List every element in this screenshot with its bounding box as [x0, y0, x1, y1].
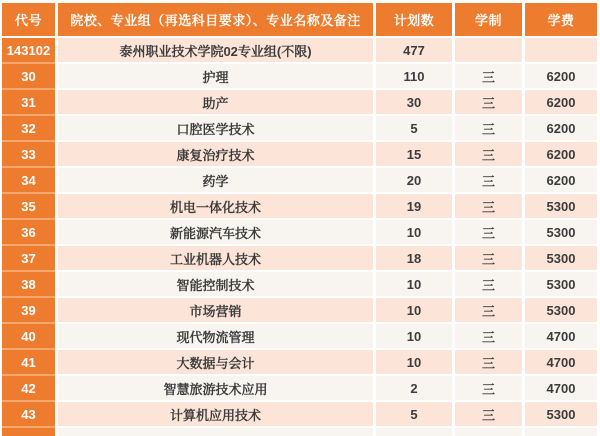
cell-duration: 三: [455, 220, 522, 244]
cell-tuition: 5300: [525, 272, 597, 296]
cell-duration: 三: [455, 142, 522, 166]
cell-tuition: 4700: [525, 350, 597, 374]
cell-tuition: 4700: [525, 376, 597, 400]
cell-tuition: 4700: [525, 324, 597, 348]
cell-plan-count: 18: [376, 246, 452, 270]
cell-plan-count: 5: [376, 116, 452, 140]
cell-major-name: 计算机应用技术: [58, 402, 373, 426]
cell-code: 31: [2, 90, 55, 114]
cell-duration: 三: [455, 246, 522, 270]
cell-duration: 三: [455, 298, 522, 322]
cell-major-name: 工业机器人技术: [58, 246, 373, 270]
cell-duration: 三: [455, 90, 522, 114]
cell-duration: 三: [455, 64, 522, 88]
cell-duration: 三: [455, 402, 522, 426]
cell-major-name: 口腔医学技术: [58, 116, 373, 140]
cell-plan-count: 2: [376, 376, 452, 400]
cell-major-name: 机电一体化技术: [58, 194, 373, 218]
cell-major-name: 智慧旅游技术应用: [58, 376, 373, 400]
header-major-group: 院校、专业组（再选科目要求）、专业名称及备注: [58, 3, 373, 36]
cell-tuition: 5300: [525, 298, 597, 322]
cell-code: 37: [2, 246, 55, 270]
plan-table: [2, 3, 597, 436]
cell-plan-count: 5: [376, 402, 452, 426]
cell-code: 39: [2, 298, 55, 322]
cell-major-name: 康复治疗技术: [58, 142, 373, 166]
partial-code-cell: [2, 428, 55, 436]
partial-tuition-cell: [525, 428, 597, 436]
cell-tuition: 6200: [525, 116, 597, 140]
cell-duration: 三: [455, 350, 522, 374]
header-code: 代号: [2, 3, 55, 36]
cell-plan-count: 15: [376, 142, 452, 166]
cell-code: 32: [2, 116, 55, 140]
cell-duration: 三: [455, 168, 522, 192]
cell-plan-count: 477: [376, 38, 452, 62]
cell-major-name: 新能源汽车技术: [58, 220, 373, 244]
cell-code: 34: [2, 168, 55, 192]
cell-major-name: 大数据与会计: [58, 350, 373, 374]
cell-major-name: 现代物流管理: [58, 324, 373, 348]
cell-code: 41: [2, 350, 55, 374]
cell-major-name: 药学: [58, 168, 373, 192]
partial-name-cell: [58, 428, 373, 436]
cell-tuition: 6200: [525, 142, 597, 166]
cell-plan-count: 10: [376, 220, 452, 244]
cell-major-name: 智能控制技术: [58, 272, 373, 296]
cell-duration: 三: [455, 194, 522, 218]
cell-tuition: 5300: [525, 402, 597, 426]
cell-plan-count: 20: [376, 168, 452, 192]
cell-code: 30: [2, 64, 55, 88]
cell-duration: [455, 38, 522, 62]
header-plan-count: 计划数: [376, 3, 452, 36]
partial-duration-cell: [455, 428, 522, 436]
cell-tuition: 6200: [525, 168, 597, 192]
cell-code: 143102: [2, 38, 55, 62]
cell-duration: 三: [455, 116, 522, 140]
cell-tuition: 5300: [525, 246, 597, 270]
cell-tuition: 6200: [525, 64, 597, 88]
cell-duration: 三: [455, 272, 522, 296]
cell-tuition: 5300: [525, 194, 597, 218]
cell-plan-count: 10: [376, 272, 452, 296]
cell-major-name: 护理: [58, 64, 373, 88]
cell-code: 35: [2, 194, 55, 218]
cell-plan-count: 19: [376, 194, 452, 218]
cell-major-name: 泰州职业技术学院02专业组(不限): [58, 38, 373, 62]
cell-tuition: 5300: [525, 220, 597, 244]
cell-plan-count: 10: [376, 350, 452, 374]
cell-code: 38: [2, 272, 55, 296]
cell-code: 42: [2, 376, 55, 400]
cell-tuition: [525, 38, 597, 62]
cell-code: 36: [2, 220, 55, 244]
cell-code: 40: [2, 324, 55, 348]
cell-tuition: 6200: [525, 90, 597, 114]
cell-plan-count: 30: [376, 90, 452, 114]
cell-plan-count: 10: [376, 298, 452, 322]
header-tuition: 学费: [525, 3, 597, 36]
partial-plan-cell: [376, 428, 452, 436]
cell-code: 33: [2, 142, 55, 166]
cell-plan-count: 10: [376, 324, 452, 348]
cell-code: 43: [2, 402, 55, 426]
cell-major-name: 市场营销: [58, 298, 373, 322]
cell-duration: 三: [455, 324, 522, 348]
header-duration: 学制: [455, 3, 522, 36]
cell-major-name: 助产: [58, 90, 373, 114]
cell-duration: 三: [455, 376, 522, 400]
cell-plan-count: 110: [376, 64, 452, 88]
